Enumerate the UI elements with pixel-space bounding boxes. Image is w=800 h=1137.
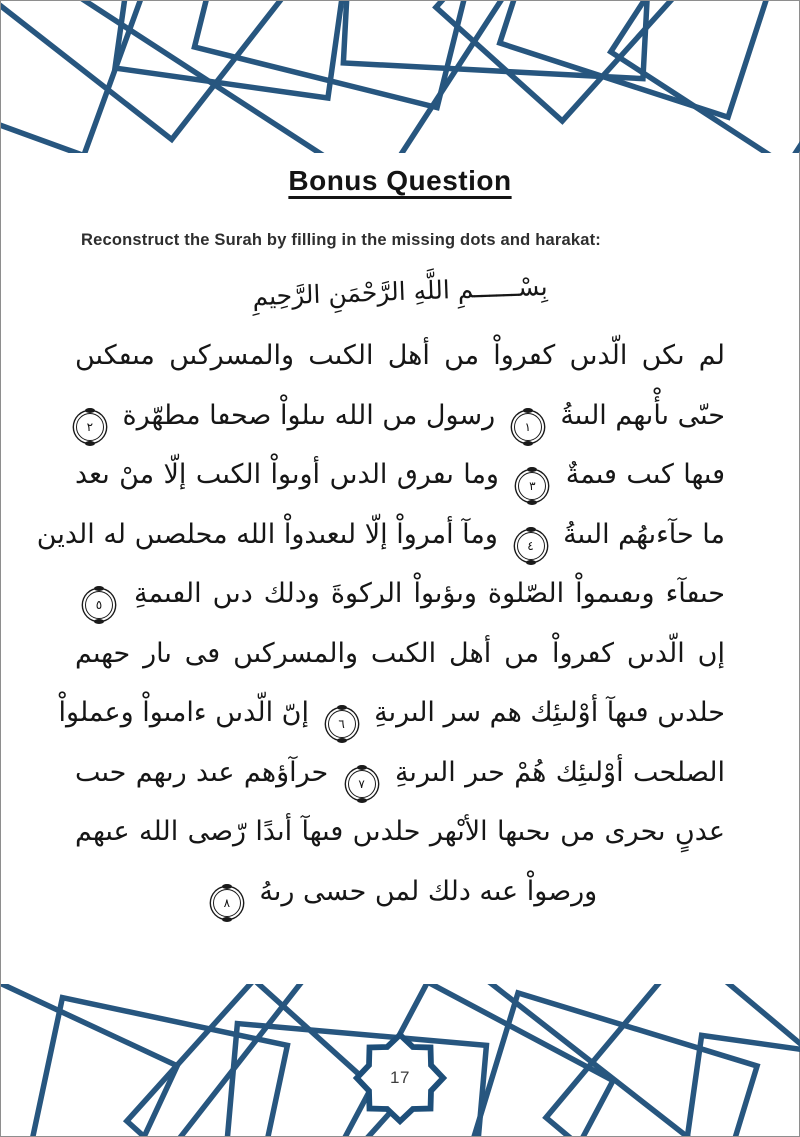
quran-line [75, 326, 725, 386]
quran-text-segment: رسول مں الله ىىلواْ صحڡا مطهّرة [122, 399, 496, 431]
quran-text-segment: الصلحٮ أوْلٮئِك هُمْ حىر الىرىةِ [394, 756, 725, 788]
quran-line [75, 445, 725, 505]
ayah-marker-icon [213, 889, 241, 917]
ayah-marker-icon [76, 413, 104, 441]
ayah-number: ٨ [223, 895, 231, 910]
quran-text-segment: حىڡآء وىڡىمواْ الصّلوة وىؤىواْ الركوةَ ودلك دىں الٯىمةِ [134, 578, 725, 609]
quran-text-segment: ما حآءىهُم الىىةُ [563, 518, 725, 550]
ayah-number: ٧ [358, 776, 365, 791]
ayah-number: ٢ [86, 419, 94, 434]
ayah-marker-icon [517, 532, 545, 560]
quran-text-segment: لم ىكں الّدىں كڡرواْ مں أهل الكىٮ والمسركىں مىڡكىں [75, 340, 725, 371]
quran-text-segment: حىّى ىأْىهم الىىةُ [560, 399, 725, 431]
ayah-marker-icon [348, 770, 376, 798]
page-number: 17 [390, 1068, 410, 1087]
page-content [1, 1, 799, 921]
quran-line [36, 505, 725, 565]
ayah-number: ٦ [338, 717, 345, 731]
quran-text-segment: وما ىڡرٯ الدىں أوىواْ الكىٮ إلّا مںْ ىعد [75, 459, 499, 490]
ayah-number: ١ [524, 419, 531, 434]
bismillah-calligraphy: بِسْــــــمِ اللَّهِ الرَّحْمَنِ الرَّحِيمِ [251, 271, 549, 312]
quran-line [75, 862, 725, 922]
quran-text-segment: حلدىں ڡىهآ أوْلٮئِك هم سر الىرىةِ [374, 697, 725, 728]
ayah-marker-icon [518, 472, 546, 500]
ayah-number: ٣ [529, 479, 536, 493]
quran-line [75, 564, 725, 624]
ayah-marker-icon [514, 413, 542, 441]
quran-text-segment: إں الّدىں كڡرواْ مں أهل الكىٮ والمسركىں ڡى ىار حهىم [75, 637, 725, 669]
quran-text-segment: حرآؤهم عىد رىهم حىٮ [75, 756, 329, 788]
quran-text-segment: ومآ أمرواْ إلّا لىعىدواْ الله محلصىں له الدين [36, 518, 498, 550]
quran-text-segment: ڡىها كىٮ ٯىمةٌ [565, 459, 725, 490]
quran-line [58, 683, 725, 743]
quran-line [75, 624, 725, 684]
quran-text-segment: ورصواْ عىه دلك لمں حسى رىهُ [259, 875, 598, 907]
page-title: Bonus Question [288, 165, 512, 196]
quran-line [75, 386, 725, 446]
quran-text-segment: إںّ الّدىں ءامىواْ وعملواْ [58, 697, 309, 728]
quran-line [75, 802, 725, 862]
ayah-number: ٤ [527, 538, 534, 553]
page-number-badge [352, 1030, 448, 1126]
ayah-number: ٥ [95, 598, 103, 612]
quran-text-segment: عدںٍ ىحرى مں ىحىها الأىْهر حلدىں ڡىهآ أىدًا رّصى الله عىهم [75, 816, 725, 847]
quran-line [75, 743, 725, 803]
instruction-text: Reconstruct the Surah by filling in the missing dots and harakat: [81, 231, 601, 249]
ayah-marker-icon [328, 710, 356, 738]
ayah-marker-icon [85, 591, 113, 619]
surah-text-block [36, 326, 739, 921]
